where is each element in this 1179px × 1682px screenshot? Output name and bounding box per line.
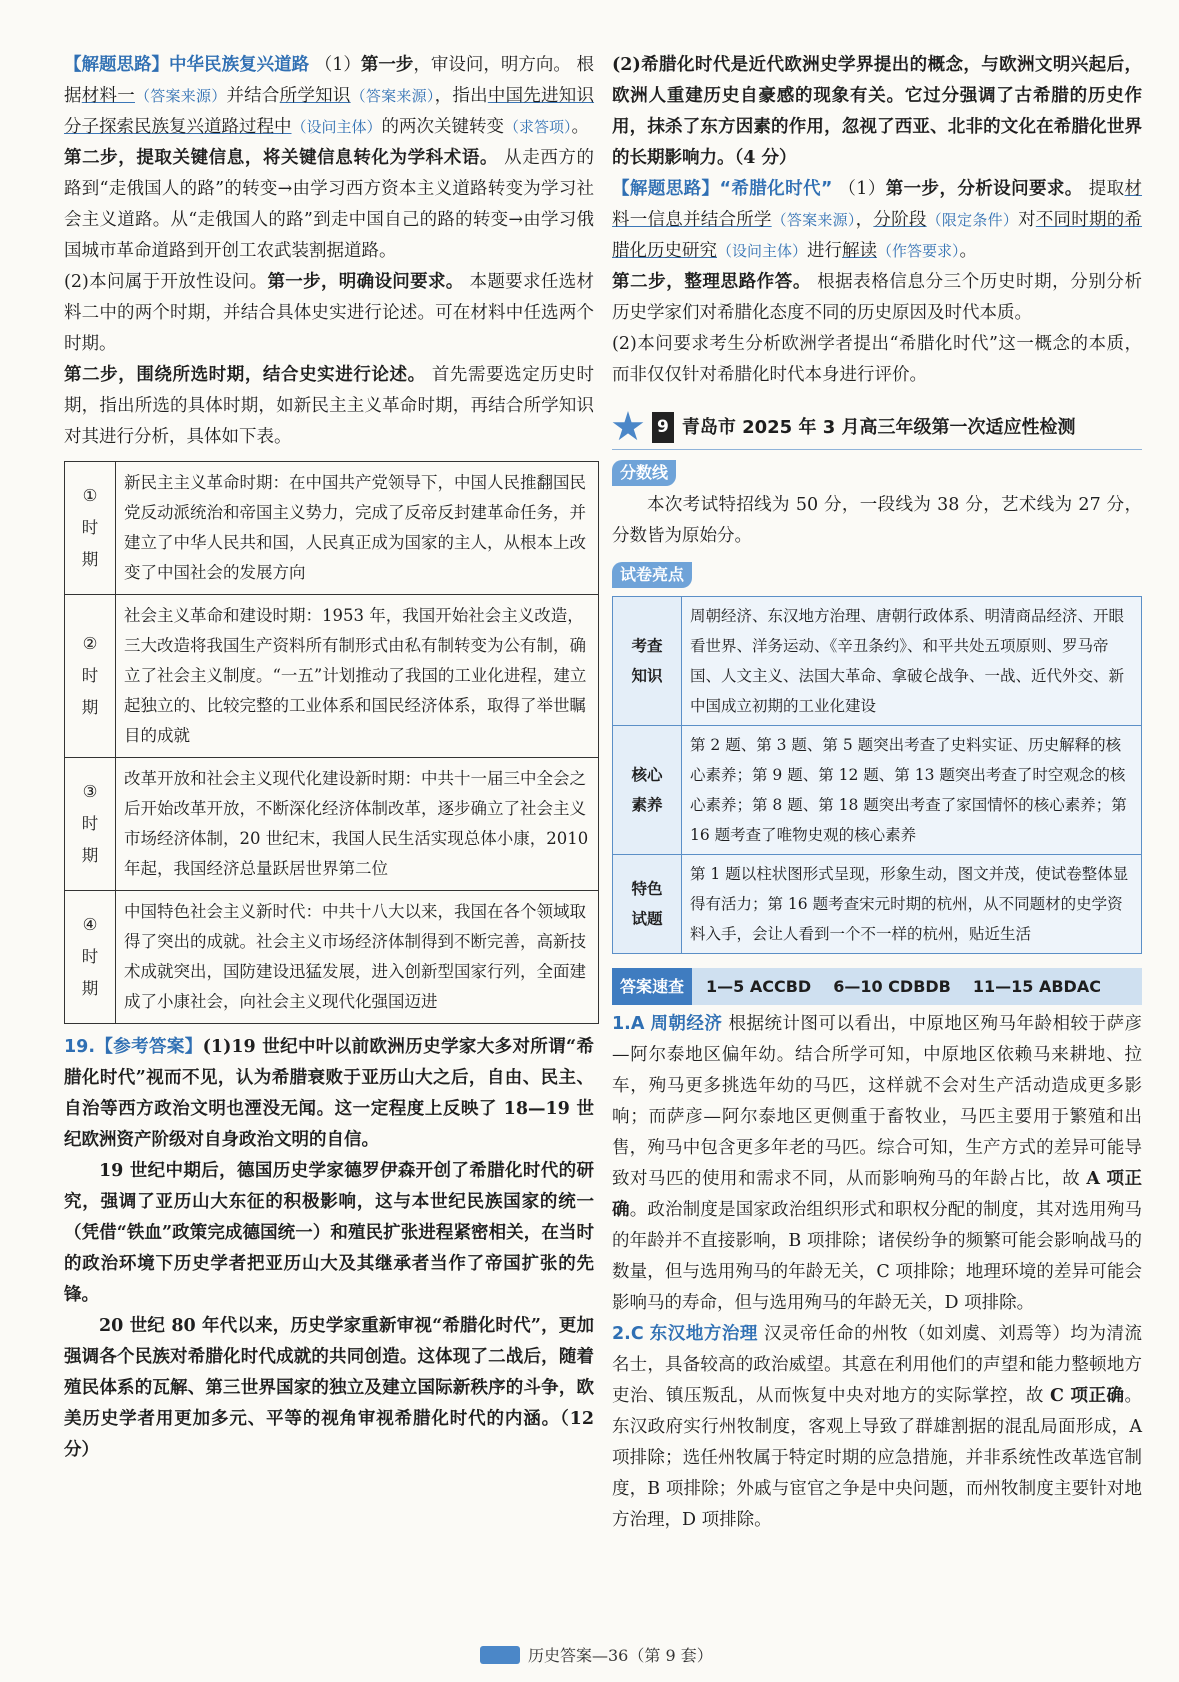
step-label: 第一步，分析设问要求。 [885,179,1083,199]
step-label: 第二步，提取关键信息，将关键信息转化为学科术语。 [64,148,499,168]
text-paragraph: (2)本问要求考生分析欧洲学者提出“希腊化时代”这一概念的本质，而非仅仅针对希腊化时代本身进行评价。 [612,334,1142,385]
text: (1)19 世纪中叶以前欧洲历史学家大多对所谓“希腊化时代”视而不见，认为希腊衰败于亚历山大之后，自由、民主、自治等西方政治文明也湮没无闻。这一定程度上反映了 18—19 世纪欧洲资产阶级对自身政治文明的自信。 [64,1037,595,1150]
text: 进行 [807,241,843,261]
period-label [65,758,116,891]
period-text: 社会主义革命和建设时期：1953 年，我国开始社会主义改造，三大改造将我国生产资料所有制形式由私有制转变为公有制，确立了社会主义制度。“一五”计划推动了我国的工业化进程，建立起独立的、比较完整的工业体系和国民经济体系，取得了举世瞩目的成就 [116,595,599,758]
char: 时 [81,518,99,537]
answer-19 [64,1032,594,1156]
logo-icon [480,1646,520,1664]
section-number: 9 [652,412,674,443]
quick-answers [612,968,1142,1005]
text: ，指出 [434,86,488,106]
num: ① [82,486,98,505]
label-line: 知识 [631,667,663,685]
period-label [65,595,116,758]
text: 。东汉政府实行州牧制度，客观上导致了群雄割据的混乱局面形成，A 项排除；选任州牧属于特定时期的应急措施，并非系统性改革选官制度，B 项排除；外戚与宦官之争是中央问题，而州牧制度主要针对地方治理，D 项排除。 [612,1386,1142,1530]
char: 时 [81,814,99,833]
char: 期 [81,698,99,717]
text: 。 [571,117,590,137]
label-line: 素养 [631,796,663,814]
score-line-tag: 分数线 [612,460,676,486]
note: （设问主体） [291,118,382,136]
left-column [64,50,594,1466]
topic-label: “希腊化时代” [719,179,833,199]
label-line: 试题 [631,910,663,928]
label-line: 特色 [631,880,663,898]
text: 从走西方的路到“走俄国人的路”的转变→由学习西方资本主义道路转变为学习社会主义道路。从“走俄国人的路”到走中国自己的路的转变→由学习俄国城市革命道路到开创工农武装割据道路。 [64,148,594,261]
row-content: 第 1 题以柱状图形式呈现，形象生动，图文并茂，使试卷整体显得有活力；第 16 题考查宋元时期的杭州，从不同题材的史学资料入手，会让人看到一个不一样的杭州，贴近生活 [682,855,1142,954]
row-content: 第 2 题、第 3 题、第 5 题突出考查了史料实证、历史解释的核心素养；第 9 题、第 12 题、第 13 题突出考查了时空观念的核心素养；第 8 题、第 18 题突出考查了家国情怀的核心素养；第 16 题考查了唯物史观的核心素养 [682,726,1142,855]
tag-label: 【解题思路】 [612,179,720,199]
period-text: 新民主主义革命时期：在中国共产党领导下，中国人民推翻国民党反动派统治和帝国主义势力，完成了反帝反封建革命任务，并建立了中华人民共和国，人民真正成为国家的主人，从根本上改变了中国社会的发展方向 [116,462,599,595]
table-row [613,597,1142,726]
underlined-text: 分阶段 [873,210,927,230]
table-row [65,891,599,1024]
period-text: 改革开放和社会主义现代化建设新时期：中共十一届三中全会之后开始改革开放，不断深化经济体制改革，逐步确立了社会主义市场经济体制，20 世纪末，我国人民生活实现总体小康，2010 年起，我国经济总量跃居世界第二位 [116,758,599,891]
text: 首先需要选定历史时期，指出所选的具体时期，如新民主主义革命时期，再结合所学知识对其进行分析，具体如下表。 [64,365,595,447]
note: （设问主体） [717,242,808,260]
note: （答案来源） [350,87,435,105]
text: （1） [832,179,886,199]
tag-label: 【参考答案】 [95,1037,203,1057]
note: （作答要求） [877,242,960,260]
footer-text: 历史答案—36（第 9 套） [528,1646,713,1665]
text: 。政治制度是国家政治组织形式和职权分配的制度，其对选用殉马的年龄并不直接影响，B 项排除；诸侯纷争的频繁可能会影响战马的数量，但与选用殉马的年龄无关，C 项排除；地理环境的差异可能会影响马的寿命，但与选用殉马的年龄无关，D 项排除。 [612,1200,1143,1313]
solution-idea-1 [64,50,594,143]
step-label: 第二步，围绕所选时期，结合史实进行论述。 [64,365,426,385]
table-row [65,462,599,595]
star-icon [612,411,644,443]
step-label: 第一步 [360,55,414,75]
q1-explanation [612,1009,1142,1319]
note: （答案来源） [771,211,856,229]
text: 对 [1018,210,1036,230]
table-row [613,855,1142,954]
question-number: 1.A [612,1014,645,1034]
label-line: 核心 [631,766,663,784]
underlined-text: 解读 [842,241,878,261]
correct-answer: A 项正确 [612,1169,1143,1220]
note: （答案来源） [134,87,227,105]
answers-6-10: 6—10 CDBDB [833,977,951,996]
text: 。 [959,241,978,261]
text: （1） [314,55,361,75]
note: （限定条件） [926,211,1019,229]
step-label: 第二步，整理思路作答。 [612,272,811,292]
underlined-text: 所学知识 [279,86,351,106]
text: ， [855,210,874,230]
correct-answer: C 项正确 [1049,1386,1125,1406]
note: （求答项） [504,118,572,136]
underlined-text: 中国先进知识分子探索民族复兴道路过程中 [64,86,595,137]
page-footer [480,1643,740,1666]
text: ，审设问，明方向。 根据 [64,55,595,106]
topic-label: 中华民族复兴道路 [169,55,310,75]
section-title: 青岛市 2025 年 3 月高三年级第一次适应性检测 [681,416,1076,438]
row-label [613,597,682,726]
num: ③ [82,782,98,801]
step-two [64,143,594,267]
text: 的两次关键转变 [381,117,505,137]
answer-paragraph: 20 世纪 80 年代以来，历史学家重新审视“希腊化时代”，更加强调各个民族对希腊化时代成就的共同创造。这体现了二战后，随着殖民体系的瓦解、第三世界国家的独立及建立国际新秩序的斗争，欧美历史学者用更加多元、平等的视角审视希腊化时代的内涵。（12 分） [64,1316,594,1460]
highlight-tag: 试卷亮点 [612,562,692,588]
label-line: 考查 [631,637,663,655]
num: ④ [82,915,98,934]
solution-idea-2 [612,174,1142,267]
char: 期 [81,550,99,569]
text: 本题要求任选材料二中的两个时期，并结合具体史实进行论述。可在材料中任选两个时期。 [64,272,594,354]
question-2-intro [64,267,594,360]
text: 提取 [1082,179,1125,199]
table-row [65,595,599,758]
num: ② [82,634,98,653]
char: 期 [81,979,99,998]
underlined-text: 不同时期的希腊化历史研究 [612,210,1143,261]
question-2-step2 [64,360,594,453]
score-text: 本次考试特招线为 50 分，一段线为 38 分，艺术线为 27 分，分数皆为原始分。 [612,495,1142,546]
step-label: 第一步，明确设问要求。 [267,272,464,292]
text: 根据统计图可以看出，中原地区殉马年龄相较于萨彦—阿尔泰地区偏年幼。结合所学可知，中原地区依赖马来耕地、拉车，殉马更多挑选年幼的马匹，这样就不会对生产活动造成更多影响；而萨彦—阿尔泰地区更侧重于畜牧业，马匹主要用于繁殖和出售，殉马中包含更多年老的马匹。综合可知，生产方式的差异可能导致对马匹的使用和需求不同，从而影响殉马的年龄占比，故 [612,1014,1142,1189]
table-row [65,758,599,891]
answer-paragraph: (2)希腊化时代是近代欧洲史学界提出的概念，与欧洲文明兴起后，欧洲人重建历史自豪感的现象有关。它过分强调了古希腊的历史作用，抹杀了东方因素的作用，忽视了西亚、北非的文化在希腊化世界的长期影响力。（4 分） [612,55,1142,168]
row-label [613,855,682,954]
text: 汉灵帝任命的州牧（如刘虞、刘焉等）均为清流名士，具备较高的政治威望。其意在利用他们的声望和能力整顿地方吏治、镇压叛乱，从而恢复中央对地方的实际掌控，故 [612,1324,1142,1406]
periods-table [64,461,599,1024]
answer-paragraph: 19 世纪中期后，德国历史学家德罗伊森开创了希腊化时代的研究，强调了亚历山大东征的积极影响，这与本世纪民族国家的统一（凭借“铁血”政策完成德国统一）和殖民扩张进程紧密相关，在当时的政治环境下历史学者把亚历山大及其继承者当作了帝国扩张的先锋。 [64,1161,594,1305]
question-number: 2.C [612,1324,644,1344]
text: 并结合 [226,86,280,106]
char: 期 [81,846,99,865]
answers-11-15: 11—15 ABDAC [972,977,1101,996]
char: 时 [81,666,99,685]
q2-explanation [612,1319,1142,1536]
text: (2)本问属于开放性设问。 [64,272,268,292]
step-two [612,267,1142,329]
question-number: 19. [64,1037,96,1057]
row-content: 周朝经济、东汉地方治理、唐朝行政体系、明清商品经济、开眼看世界、洋务运动、《辛丑条约》、和平共处五项原则、罗马帝国、人文主义、法国大革命、拿破仑战争、一战、近代外交、新中国成立初期的工业化建设 [682,597,1142,726]
exam-section-title [612,411,1142,450]
underlined-text: 材料一 [81,86,135,106]
topic-label: 周朝经济 [650,1014,723,1034]
text: 根据表格信息分三个历史时期，分别分析历史学家们对希腊化态度不同的历史原因及时代本质。 [612,272,1143,323]
quick-tag: 答案速查 [612,968,692,1005]
topic-label: 东汉地方治理 [649,1324,758,1344]
answers-1-5: 1—5 ACCBD [706,977,812,996]
highlights-table [612,596,1142,954]
right-column [612,50,1142,1536]
period-label [65,891,116,1024]
tag-label: 【解题思路】 [64,55,170,75]
char: 时 [81,947,99,966]
table-row [613,726,1142,855]
period-label [65,462,116,595]
period-text: 中国特色社会主义新时代：中共十八大以来，我国在各个领域取得了突出的成就。社会主义市场经济体制得到不断完善，高新技术成就突出，国防建设迅猛发展，进入创新型国家行列，全面建成了小康社会，向社会主义现代化强国迈进 [116,891,599,1024]
row-label [613,726,682,855]
underlined-text: 材料一信息并结合所学 [612,179,1143,230]
